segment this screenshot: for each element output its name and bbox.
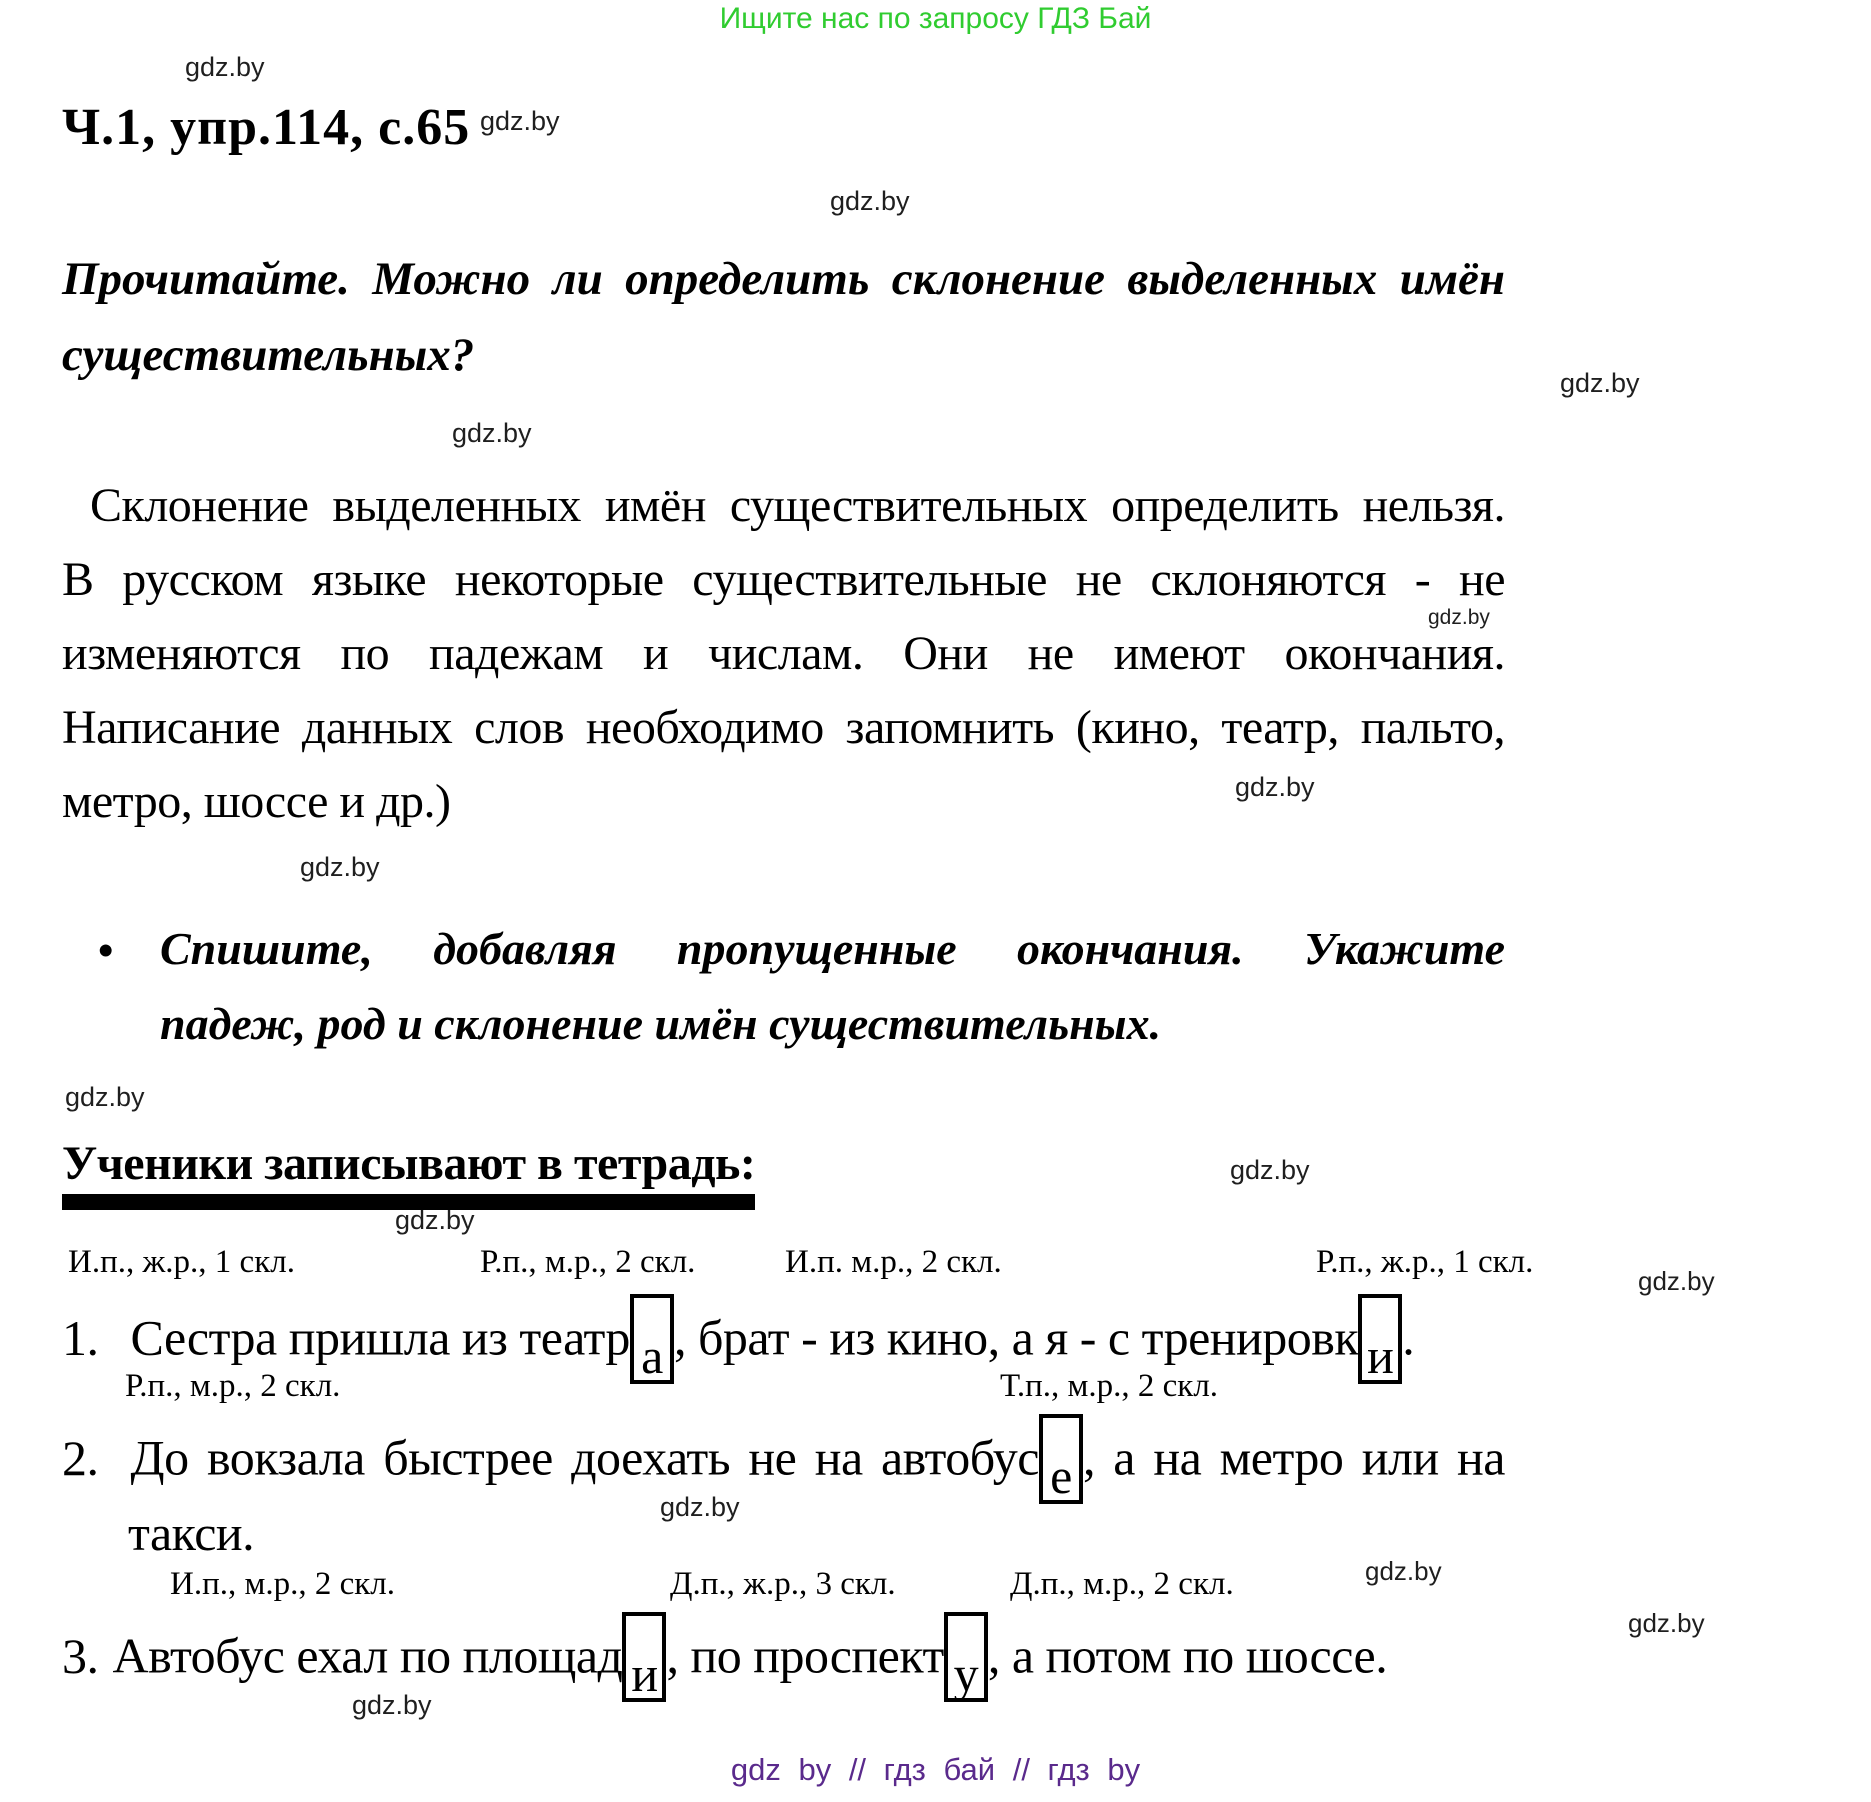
- watermark-gdzby: gdz.by: [1560, 368, 1640, 398]
- answer-paragraph-line4: Написание данных слов необходимо запомнить (кино, театр, пальто,: [62, 701, 1505, 754]
- case-annotation: Р.п., м.р., 2 скл.: [480, 1244, 696, 1280]
- sentence-text: .: [1402, 1309, 1415, 1366]
- watermark-gdzby: gdz.by: [352, 1690, 432, 1720]
- watermark-gdzby: gdz.by: [185, 52, 265, 82]
- case-annotation: Р.п., м.р., 2 скл.: [125, 1368, 341, 1404]
- bullet-task-line2: падеж, род и склонение имён существительных.: [160, 998, 1162, 1049]
- ending-box: и: [622, 1612, 666, 1702]
- sentence-text: До вокзала быстрее доехать не на автобус: [130, 1429, 1039, 1486]
- answer-paragraph-line1: Склонение выделенных имён существительных определить нельзя.: [90, 479, 1505, 532]
- footer-links: gdz by // гдз бай // гдз by: [730, 1752, 1141, 1787]
- watermark-gdzby: gdz.by: [1365, 1556, 1442, 1586]
- ending-box: у: [944, 1612, 988, 1702]
- watermark-gdzby: gdz.by: [1235, 772, 1315, 802]
- sentence-text: , брат - из кино, а я - с тренировк: [673, 1309, 1359, 1366]
- page-title: Ч.1, упр.114, с.65: [62, 99, 471, 156]
- sentence-2-continued: [128, 1504, 254, 1562]
- annotation-row-2: [0, 1368, 1871, 1408]
- notebook-subheading: Ученики записывают в тетрадь:: [62, 1136, 755, 1197]
- answer-paragraph-line2: В русском языке некоторые существительные не склоняются - не: [62, 553, 1505, 606]
- answer-paragraph-line3: изменяются по падежам и числам. Они не имеют окончания.: [62, 627, 1505, 680]
- case-annotation: И.п. м.р., 2 скл.: [785, 1244, 1002, 1280]
- case-annotation: Р.п., ж.р., 1 скл.: [1316, 1244, 1534, 1280]
- watermark-gdzby: gdz.by: [480, 106, 560, 136]
- sentence-text: , а на метро или на: [1082, 1429, 1505, 1486]
- watermark-gdzby: gdz.by: [1230, 1155, 1310, 1185]
- watermark-gdzby: gdz.by: [1628, 1608, 1705, 1638]
- watermark-gdzby: gdz.by: [452, 418, 532, 448]
- bullet-marker: •: [98, 926, 114, 975]
- sentence-number: 2.: [62, 1429, 99, 1486]
- sentence-text: , а потом по шоссе.: [987, 1627, 1388, 1684]
- sentence-text: такси.: [128, 1505, 255, 1561]
- sentence-number: 1.: [62, 1309, 99, 1366]
- annotation-row-3: [0, 1566, 1871, 1606]
- task-heading-line2: существительных?: [62, 329, 475, 381]
- watermark-gdzby: gdz.by: [1638, 1266, 1715, 1296]
- case-annotation: Т.п., м.р., 2 скл.: [1000, 1368, 1219, 1404]
- bullet-task-line1: Спишите, добавляя пропущенные окончания. Укажите: [160, 923, 1505, 974]
- sentence-text: Автобус ехал по площад: [112, 1627, 623, 1684]
- case-annotation: И.п., м.р., 2 скл.: [170, 1566, 396, 1602]
- watermark-gdzby: gdz.by: [660, 1492, 740, 1522]
- sentence-text: , по проспект: [666, 1627, 944, 1684]
- sentence-text: Сестра пришла из театр: [130, 1309, 630, 1366]
- ending-box: е: [1039, 1414, 1083, 1504]
- watermark-gdzby: gdz.by: [1428, 606, 1490, 629]
- watermark-gdzby: gdz.by: [65, 1082, 145, 1112]
- promo-banner: Ищите нас по запросу ГДЗ Бай: [719, 2, 1152, 35]
- answer-paragraph-line5: метро, шоссе и др.): [62, 775, 451, 828]
- sentence-3: [62, 1612, 1387, 1702]
- ending-box: а: [630, 1294, 674, 1384]
- case-annotation: Д.п., ж.р., 3 скл.: [670, 1566, 896, 1602]
- case-annotation: Д.п., м.р., 2 скл.: [1010, 1566, 1234, 1602]
- sentence-2: [62, 1414, 1505, 1504]
- watermark-gdzby: gdz.by: [395, 1205, 475, 1235]
- watermark-gdzby: gdz.by: [830, 186, 910, 216]
- watermark-gdzby: gdz.by: [300, 852, 380, 882]
- ending-box: и: [1358, 1294, 1402, 1384]
- task-heading-line1: Прочитайте. Можно ли определить склонение выделенных имён: [62, 253, 1505, 305]
- sentence-number: 3.: [62, 1627, 99, 1684]
- case-annotation: И.п., ж.р., 1 скл.: [68, 1244, 295, 1280]
- annotation-row-1: [0, 1244, 1871, 1284]
